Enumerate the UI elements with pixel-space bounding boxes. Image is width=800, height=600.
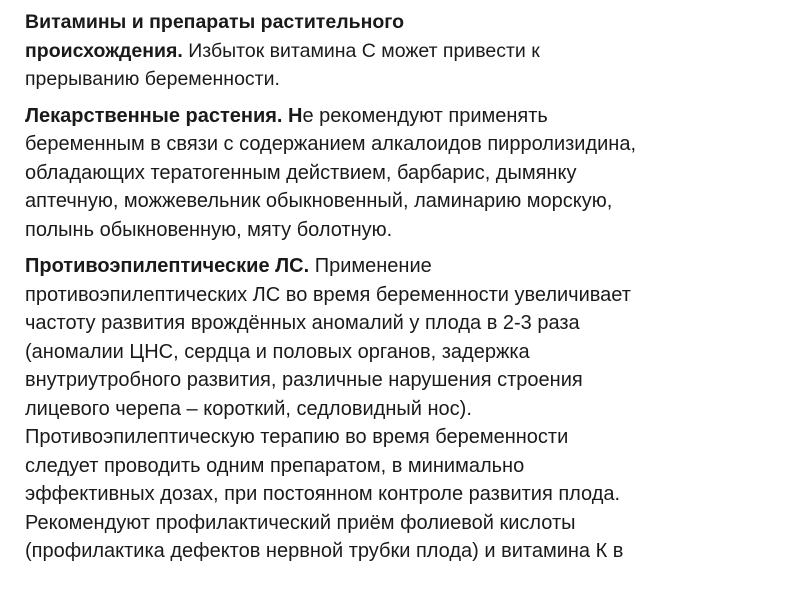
text-line <box>25 540 623 562</box>
body-text: е рекомендуют применять <box>302 104 548 127</box>
text-line <box>25 105 548 127</box>
paragraph-herbs <box>25 102 785 245</box>
body-text: полынь обыкновенную, мяту болотную. <box>25 218 393 241</box>
body-text: (профилактика дефектов нервной трубки плода) и витамина К в <box>25 540 624 562</box>
text-line <box>25 162 576 184</box>
text-line <box>25 512 576 534</box>
text-line <box>25 398 472 420</box>
text-line <box>25 455 524 477</box>
text-line <box>25 11 404 33</box>
body-text: Рекомендуют профилактический приём фолиевой кислоты <box>25 511 576 534</box>
text-line <box>25 190 612 212</box>
body-text: прерыванию беременности. <box>25 68 280 90</box>
heading-vitamins: Витамины и препараты растительного <box>25 11 405 33</box>
paragraph-antiepileptic <box>25 252 785 566</box>
body-text: (аномалии ЦНС, сердца и половых органов, задержка <box>25 340 530 363</box>
body-text: беременным в связи с содержанием алкалоидов пирролизидина, <box>25 133 637 155</box>
text-line <box>25 68 280 90</box>
body-text: эффективных дозах, при постоянном контроле развития плода. <box>25 483 621 505</box>
body-text: следует проводить одним препаратом, в минимально <box>25 454 525 477</box>
body-text: обладающих тератогенным действием, барбарис, дымянку <box>25 161 577 184</box>
text-line <box>25 219 392 241</box>
body-text: противоэпилептических ЛС во время беременности увеличивает <box>25 283 631 306</box>
text-line <box>25 341 530 363</box>
text-line <box>25 284 631 306</box>
text-line <box>25 40 540 62</box>
text-line <box>25 312 580 334</box>
heading-antiepileptic: Противоэпилептические ЛС. <box>25 255 310 277</box>
heading-vitamins-cont: происхождения. <box>25 39 183 62</box>
document-page <box>25 8 785 566</box>
body-text: аптечную, можжевельник обыкновенный, ламинарию морскую, <box>25 190 613 212</box>
heading-herbs: Лекарственные растения. Н <box>25 104 303 127</box>
body-text: внутриутробного развития, различные нарушения строения <box>25 369 583 391</box>
paragraph-vitamins <box>25 8 785 94</box>
body-text: частоту развития врождённых аномалий у плода в 2-3 раза <box>25 312 580 334</box>
body-text: лицевого черепа – короткий, седловидный нос). <box>25 397 472 420</box>
text-line <box>25 133 636 155</box>
text-line <box>25 255 432 277</box>
body-text: Противоэпилептическую терапию во время беременности <box>25 426 569 448</box>
body-text: Применение <box>309 255 432 277</box>
text-line <box>25 426 568 448</box>
text-line <box>25 369 583 391</box>
text-line <box>25 483 620 505</box>
body-text: Избыток витамина С может привести к <box>182 39 540 62</box>
